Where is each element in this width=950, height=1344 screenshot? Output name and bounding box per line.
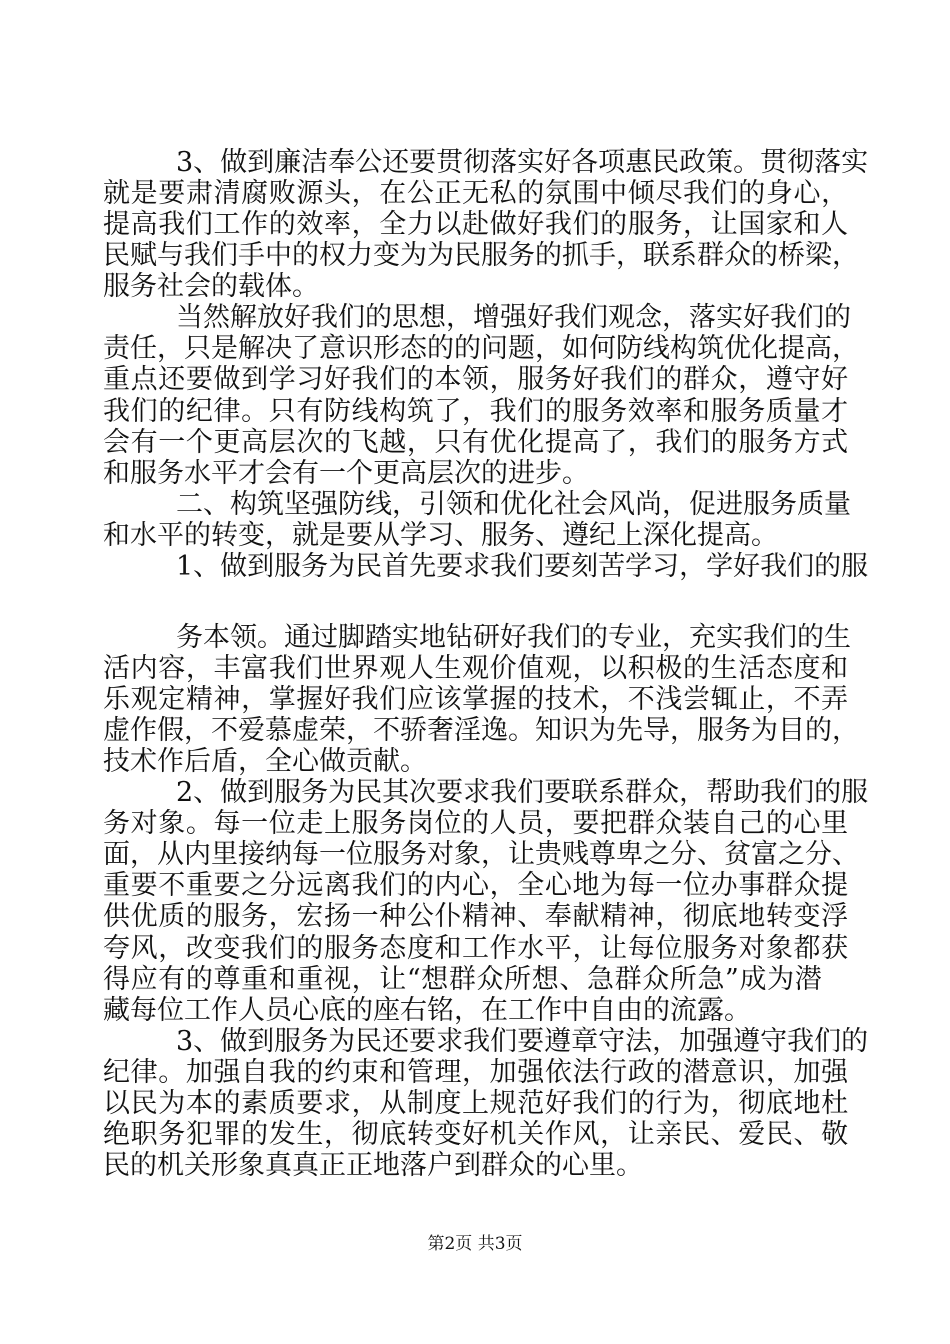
text-line: 活内容，丰富我们世界观人生观价值观，以积极的生活态度和: [103, 653, 849, 684]
text-line: 绝职务犯罪的发生，彻底转变好机关作风，让亲民、爱民、敬: [103, 1119, 849, 1150]
text-line: 民赋与我们手中的权力变为为民服务的抓手，联系群众的桥梁，: [103, 240, 859, 271]
text-line: 以民为本的素质要求，从制度上规范好我们的行为，彻底地杜: [103, 1088, 849, 1119]
page-number-footer: 第2页 共3页: [427, 1234, 523, 1254]
text-line: 就是要肃清腐败源头，在公正无私的氛围中倾尽我们的身心，: [103, 178, 849, 209]
text-line: 重点还要做到学习好我们的本领，服务好我们的群众，遵守好: [103, 364, 849, 395]
text-line: 1、做到服务为民首先要求我们要刻苦学习，学好我们的服: [176, 551, 869, 582]
text-line: 会有一个更高层次的飞越，只有优化提高了，我们的服务方式: [103, 427, 849, 458]
text-line: 民的机关形象真真正正地落户到群众的心里。: [103, 1150, 643, 1181]
text-line: 务对象。每一位走上服务岗位的人员，要把群众装自己的心里: [103, 808, 849, 839]
text-line: 技术作后盾，全心做贡献。: [103, 746, 427, 777]
text-line: 和服务水平才会有一个更高层次的进步。: [103, 458, 589, 489]
text-line: 重要不重要之分远离我们的内心，全心地为每一位办事群众提: [103, 870, 849, 901]
text-line: 乐观定精神，掌握好我们应该掌握的技术，不浅尝辄止，不弄: [103, 684, 849, 715]
text-line: 夸风，改变我们的服务态度和工作水平，让每位服务对象都获: [103, 933, 849, 964]
text-line: 提高我们工作的效率，全力以赴做好我们的服务，让国家和人: [103, 209, 849, 240]
text-line: 当然解放好我们的思想，增强好我们观念，落实好我们的: [176, 302, 851, 333]
text-line: 服务社会的载体。: [103, 271, 319, 302]
text-line: 我们的纪律。只有防线构筑了，我们的服务效率和服务质量才: [103, 396, 849, 427]
text-line: 务本领。通过脚踏实地钻研好我们的专业，充实我们的生: [176, 622, 851, 653]
text-line: 得应有的尊重和重视，让“想群众所想、急群众所急”成为潜: [103, 964, 823, 995]
text-line: 责任，只是解决了意识形态的的问题，如何防线构筑优化提高，: [103, 333, 859, 364]
text-line: 面，从内里接纳每一位服务对象，让贵贱尊卑之分、贫富之分、: [103, 839, 859, 870]
text-line: 二、构筑坚强防线，引领和优化社会风尚，促进服务质量: [176, 489, 851, 520]
text-line: 藏每位工作人员心底的座右铭，在工作中自由的流露。: [103, 995, 751, 1026]
text-line: 和水平的转变，就是要从学习、服务、遵纪上深化提高。: [103, 520, 778, 551]
text-line: 虚作假，不爱慕虚荣，不骄奢淫逸。知识为先导，服务为目的，: [103, 715, 859, 746]
text-line: 3、做到廉洁奉公还要贯彻落实好各项惠民政策。贯彻落实: [176, 147, 869, 178]
text-line: 3、做到服务为民还要求我们要遵章守法，加强遵守我们的: [176, 1026, 869, 1057]
text-line: 供优质的服务，宏扬一种公仆精神、奉献精神，彻底地转变浮: [103, 901, 849, 932]
text-line: 2、做到服务为民其次要求我们要联系群众，帮助我们的服: [176, 777, 869, 808]
text-line: 纪律。加强自我的约束和管理，加强依法行政的潜意识，加强: [103, 1057, 849, 1088]
